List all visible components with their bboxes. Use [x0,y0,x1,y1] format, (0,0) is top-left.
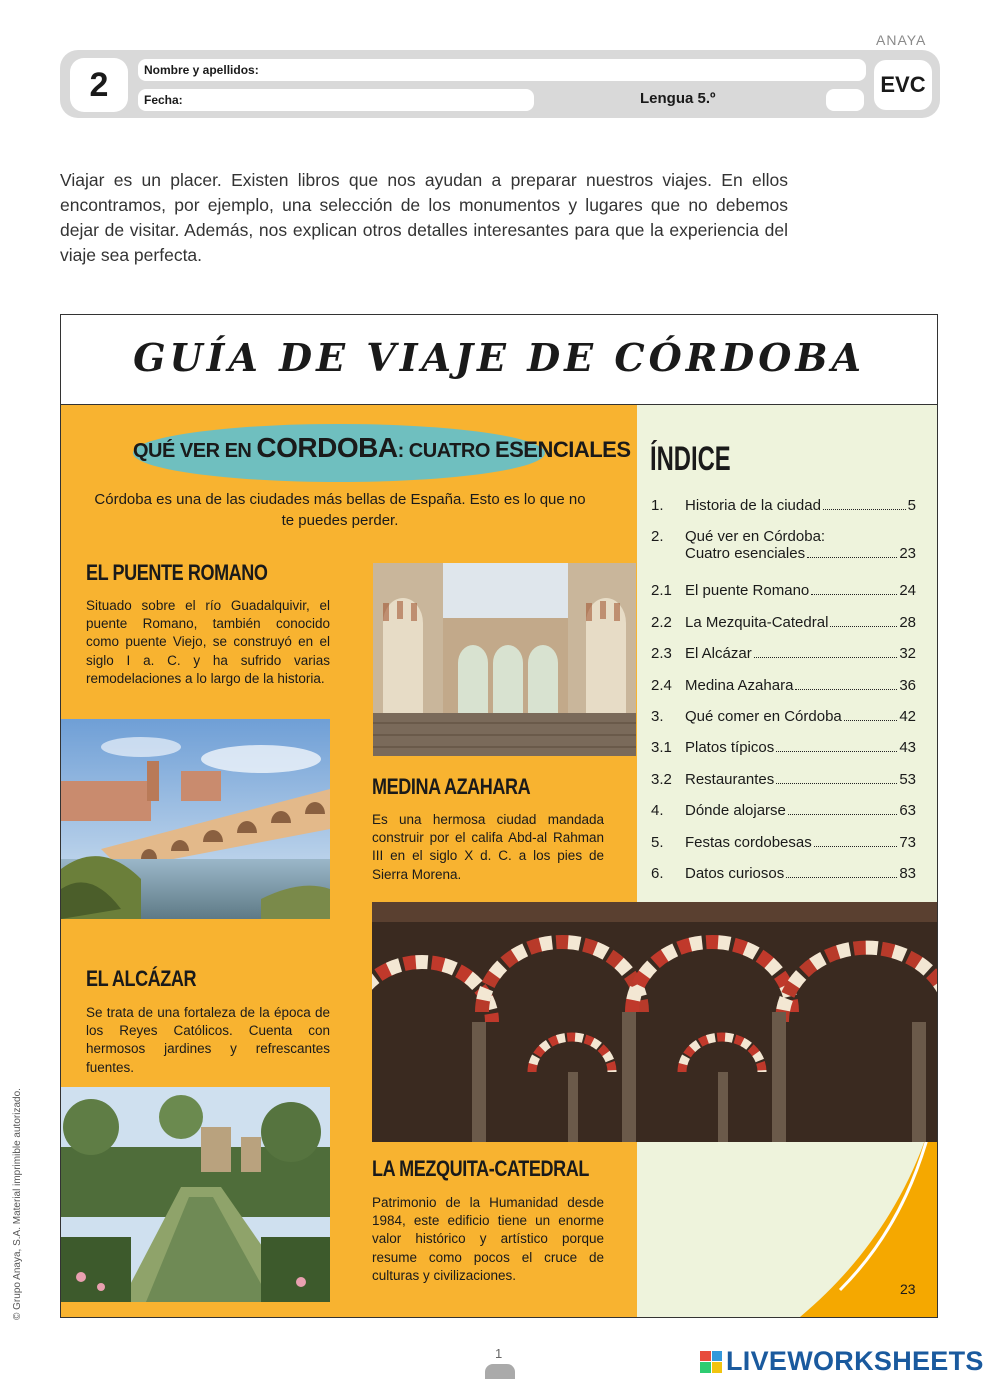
index-item-number: 2.3 [651,645,672,663]
index-item [651,708,916,739]
puente-romano-image [61,719,330,919]
index-item [651,528,916,582]
cube-icon [700,1351,722,1373]
index-item-number: 3.1 [651,739,672,757]
index-leader-dots [788,814,897,815]
index-leader-dots [807,557,897,558]
index-leader-dots [795,689,897,690]
puente-title: EL PUENTE ROMANO [86,560,268,585]
medina-azahara-image [373,563,636,756]
index-item-number: 2.2 [651,613,672,631]
index-item-label: Historia de la ciudad [685,497,821,514]
index-item-number: 1. [651,497,664,514]
index-item-label: Dónde alojarse [685,802,786,820]
index-item-number: 3. [651,707,664,725]
index-leader-dots [823,509,906,510]
index-item-page: 32 [899,645,916,663]
unit-number: 2 [70,58,128,112]
medina-text: Es una hermosa ciudad mandada construir por el califa Abd-al Rahman III en el siglo X d. C. a los pies de Sierra Morena. [372,812,604,882]
name-field[interactable] [138,59,866,81]
index-item-label: El puente Romano [685,582,810,600]
index-item-page: 53 [899,770,916,788]
subject-label: Lengua 5.º [640,90,716,107]
name-label: Nombre y apellidos: [144,63,259,77]
date-label: Fecha: [144,93,183,107]
index-item [651,582,916,613]
index-item-label: Cuatro esenciales [685,545,806,563]
index-item-number: 6. [651,864,664,882]
mezquita-image [372,902,937,1142]
guide-page-number: 23 [900,1281,916,1297]
index-item-label: Datos curiosos [685,864,785,882]
copyright-note: © Grupo Anaya, S.A. Material imprimible autorizado. [12,1088,23,1320]
index-item-label: Qué ver en Córdoba: [685,528,826,546]
index-leader-dots [786,877,897,878]
mezquita-title: LA MEZQUITA-CATEDRAL [372,1156,589,1181]
index-item-page: 63 [899,802,916,820]
index-item-label: El Alcázar [685,645,752,663]
index-item [651,739,916,770]
index-leader-dots [776,751,897,752]
index-item [651,677,916,708]
index-item-page: 36 [899,676,916,694]
index-item-number: 5. [651,833,664,851]
index-item-page: 43 [899,739,916,757]
index-item [651,497,916,528]
index-item-page: 28 [899,613,916,631]
score-field[interactable] [826,89,864,111]
index-leader-dots [811,594,897,595]
index-item-number: 2. [651,528,664,546]
liveworksheets-logo [700,1346,984,1377]
mezquita-text: Patrimonio de la Humanidad desde 1984, este edificio tiene un enorme valor histórico y artístico porque resume como pocos el cruce de culturas y civilizaciones. [372,1195,604,1283]
index-item-page: 83 [899,864,916,882]
index-item [651,834,916,865]
index-item [651,865,916,896]
index-item-number: 2.4 [651,676,672,694]
index-item-label: Medina Azahara [685,676,794,694]
publisher-logo: ANAYA [876,32,927,48]
page-tab[interactable] [485,1364,515,1379]
index-leader-dots [776,783,897,784]
alcazar-image [61,1087,330,1302]
index-item-page: 23 [899,545,916,563]
index-item [651,802,916,833]
index-item-page: 42 [899,707,916,725]
index-item-number: 2.1 [651,582,672,600]
guide-title: GUÍA DE VIAJE DE CÓRDOBA [133,335,865,380]
index-leader-dots [830,626,897,627]
index-leader-dots [814,846,898,847]
index-item-label: La Mezquita-Catedral [685,613,829,631]
index-item [651,645,916,676]
index-item-number: 4. [651,802,664,820]
evc-badge: EVC [874,60,932,110]
index-item-page: 73 [899,833,916,851]
index-item [651,614,916,645]
index-item [651,771,916,802]
index-item-label: Restaurantes [685,770,775,788]
alcazar-title: EL ALCÁZAR [86,966,197,991]
index-item-label: Platos típicos [685,739,775,757]
footer-page-number: 1 [495,1346,503,1361]
index-item-label: Festas cordobesas [685,833,812,851]
puente-text: Situado sobre el río Guadalquivir, el puente Romano, también conocido como puente Viejo, se construyó en el siglo I a. C. y ha sufrido varias remodelaciones a lo largo de la historia. [86,598,330,686]
section-banner-title: QUÉ VER EN CORDOBA: CUATRO ESENCIALES [133,432,631,463]
index-title: ÍNDICE [650,440,731,478]
date-field[interactable] [138,89,534,111]
medina-title: MEDINA AZAHARA [372,774,531,799]
index-item-page: 24 [899,582,916,600]
index-item-label: Qué comer en Córdoba [685,707,842,725]
index-list [651,497,916,896]
index-item-page: 5 [907,497,916,514]
index-leader-dots [844,720,898,721]
alcazar-text: Se trata de una fortaleza de la época de los Reyes Católicos. Cuenta con hermosos jardines y refrescantes fuentes. [86,1005,330,1075]
brand-name: LIVEWORKSHEETS [726,1346,984,1376]
index-item-number: 3.2 [651,770,672,788]
guide-lead: Córdoba es una de las ciudades más bellas de España. Esto es lo que no te puedes perder. [94,491,586,529]
index-leader-dots [754,657,898,658]
intro-paragraph: Viajar es un placer. Existen libros que nos ayudan a preparar nuestros viajes. En ellos encontramos, por ejemplo, una selección de los monumentos y lugares que no debemos dejar de visitar. Además, nos explican otros detalles interesantes para que la experiencia del viaje sea perfecta. [60,170,788,265]
